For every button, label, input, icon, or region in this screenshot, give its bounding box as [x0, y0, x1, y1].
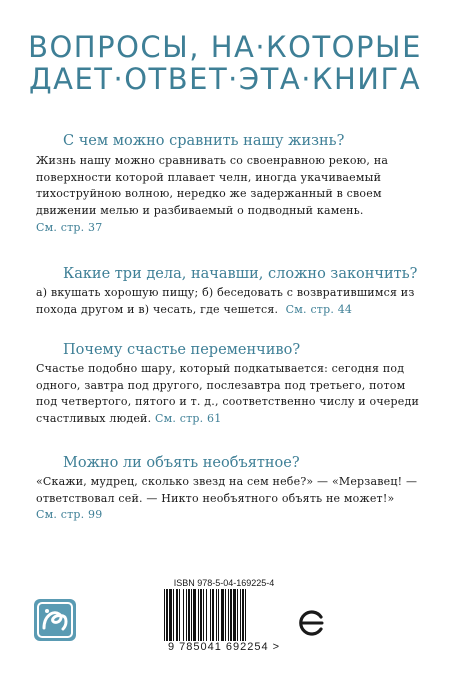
barcode-bar — [203, 589, 204, 641]
barcode-digits: 9 785041 692254 > — [167, 641, 281, 653]
barcode-bar — [245, 589, 246, 641]
barcode-bar — [164, 589, 165, 641]
answer-line: ответствовал сей. — Никто необъятного объять не может!» — [36, 491, 395, 505]
barcode-bar — [191, 589, 192, 641]
page-reference: См. стр. 61 — [154, 412, 222, 426]
answer-line: похода другом и в) чесать, где чешется. — [36, 302, 279, 316]
page-reference: См. стр. 44 — [285, 302, 353, 316]
answer-line: под четвертого, пятого и т. д., соответственно числу и очереди — [36, 395, 419, 409]
answer-line: счастливых людей. — [36, 412, 152, 426]
page-reference: См. стр. 37 — [36, 220, 103, 234]
barcode-bar — [237, 589, 238, 641]
barcode-bar — [200, 589, 202, 641]
barcode-bar — [206, 589, 207, 641]
barcode-bars — [164, 589, 284, 641]
barcode-bar — [225, 589, 226, 641]
header-line-2: ДАЕТ·ОТВЕТ·ЭТА·КНИГА — [28, 62, 422, 96]
isbn-text: ISBN 978-5-04-169225-4 — [173, 578, 275, 588]
question-1: С чем можно сравнить нашу жизнь? — [63, 133, 345, 149]
page-reference: См. стр. 99 — [36, 508, 103, 522]
barcode-bar — [179, 589, 180, 641]
barcode-bar — [240, 589, 241, 641]
eksmo-logo-icon — [296, 608, 326, 642]
answer-line: Счастье подобно шару, который подкатывается: сегодня под — [36, 362, 405, 375]
answer-4 — [36, 474, 422, 524]
barcode-bar — [221, 589, 224, 641]
answer-line: движении мелью и разбиваемый о подводный камень. — [36, 204, 364, 218]
barcode — [158, 578, 290, 662]
barcode-bar — [230, 589, 232, 641]
barcode-bar — [176, 589, 178, 641]
barcode-bar — [166, 589, 168, 641]
answer-line: тихоструйною волною, нередко же задержанный в своем — [36, 187, 382, 201]
answer-1 — [36, 153, 422, 237]
barcode-bar — [210, 589, 211, 641]
barcode-bar — [212, 589, 214, 641]
barcode-bar — [218, 589, 219, 641]
barcode-bar — [233, 589, 236, 641]
barcode-bar — [169, 589, 172, 641]
answer-line: одного, завтра под другого, послезавтра под третьего, потом — [36, 378, 406, 392]
barcode-bar — [173, 589, 174, 641]
barcode-bar — [228, 589, 229, 641]
barcode-bar — [198, 589, 199, 641]
publisher-logo-icon — [33, 598, 77, 646]
answer-line: поверхности которой плавает челн, иногда укачиваемый — [36, 170, 382, 184]
answer-line: «Скажи, мудрец, сколько звезд на сем небе?» — «Мерзавец! — — [36, 475, 418, 488]
answer-line: а) вкушать хорошую пищу; б) беседовать с возвратившимся из — [36, 286, 415, 299]
barcode-bar — [216, 589, 217, 641]
answer-3 — [36, 361, 422, 428]
barcode-bar — [183, 589, 184, 641]
answer-2 — [36, 285, 422, 318]
barcode-bar — [188, 589, 190, 641]
barcode-bar — [242, 589, 244, 641]
question-4: Можно ли объять необъятное? — [63, 455, 300, 471]
answer-line: Жизнь нашу можно сравнивать со своенравною рекою, на — [36, 154, 389, 167]
header-line-1: ВОПРОСЫ, НА·КОТОРЫЕ — [28, 30, 422, 64]
question-2: Какие три дела, начавши, сложно закончить? — [63, 266, 418, 282]
barcode-bar — [193, 589, 196, 641]
barcode-bar — [186, 589, 187, 641]
question-3: Почему счастье переменчиво? — [63, 342, 301, 358]
